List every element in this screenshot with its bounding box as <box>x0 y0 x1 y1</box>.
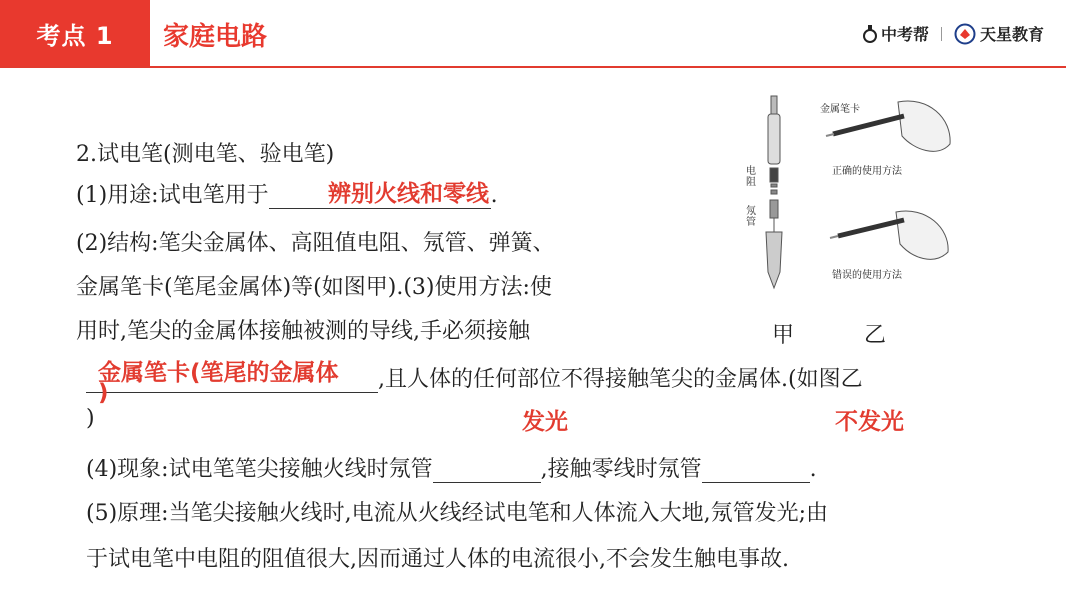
logo2-text: 天星教育 <box>979 25 1044 44</box>
method-text: ,且人体的任何部位不得接触笔尖的金属体.(如图乙 <box>378 367 863 392</box>
answer-method: 金属笔卡(笔尾的金属体 <box>98 360 339 386</box>
answer-neutral: 不发光 <box>835 409 904 435</box>
line-phenomenon <box>86 452 817 483</box>
answer-method-end: ) <box>98 380 109 406</box>
line-structure: (2)结构:笔尖金属体、高阻值电阻、氖管、弹簧、 <box>76 231 555 256</box>
live-blank <box>433 457 541 483</box>
label-clip: 金属笔卡 <box>820 104 860 115</box>
page-title: 家庭电路 <box>163 22 268 52</box>
wrong-usage-hand <box>830 211 948 259</box>
section-heading: 2.试电笔(测电笔、验电笔) <box>76 142 335 167</box>
logo-divider <box>941 27 942 41</box>
answer-live: 发光 <box>522 409 568 435</box>
line-principle: (5)原理:当笔尖接触火线时,电流从火线经试电笔和人体流入大地,氖管发光;由 <box>86 501 828 526</box>
label-wrong: 错误的使用方法 <box>832 270 902 281</box>
phenomenon-text: (4)现象:试电笔笔尖接触火线时氖管 <box>86 457 433 482</box>
line-method: 用时,笔尖的金属体接触被测的导线,手必须接触 <box>76 319 530 344</box>
tianxing-emblem-icon <box>954 23 976 45</box>
topic-tag: 考点 1 <box>0 0 150 66</box>
logo1-text: 中考帮 <box>880 25 929 44</box>
tianxing-logo <box>954 22 1044 45</box>
usage-text: (1)用途:试电笔用于 <box>76 183 269 208</box>
caption-yi: 乙 <box>864 323 887 348</box>
label-correct: 正确的使用方法 <box>832 166 902 177</box>
zhongkaobang-logo <box>863 22 929 45</box>
line-paren-close: ) <box>86 406 95 431</box>
answer-usage: 辨别火线和零线 <box>328 181 489 207</box>
caption-jia: 甲 <box>772 323 795 348</box>
phenomenon-mid: ,接触零线时氖管 <box>540 457 702 482</box>
phenomenon-end: . <box>809 457 817 482</box>
label-neon: 氖管 <box>746 206 756 228</box>
label-resistor: 电阻 <box>746 166 756 188</box>
logo-group <box>863 22 1044 45</box>
header-bar <box>0 0 1066 68</box>
test-pen-figure <box>738 92 968 292</box>
neutral-blank <box>702 457 810 483</box>
pen-exploded-view <box>766 96 782 288</box>
usage-end: . <box>490 183 498 208</box>
figure-drawing <box>738 92 968 292</box>
bulb-icon <box>863 24 877 44</box>
line-structure-cont: 金属笔卡(笔尾金属体)等(如图甲).(3)使用方法:使 <box>76 275 552 300</box>
line-principle-cont: 于试电笔中电阻的阻值很大,因而通过人体的电流很小,不会发生触电事故. <box>86 547 789 572</box>
